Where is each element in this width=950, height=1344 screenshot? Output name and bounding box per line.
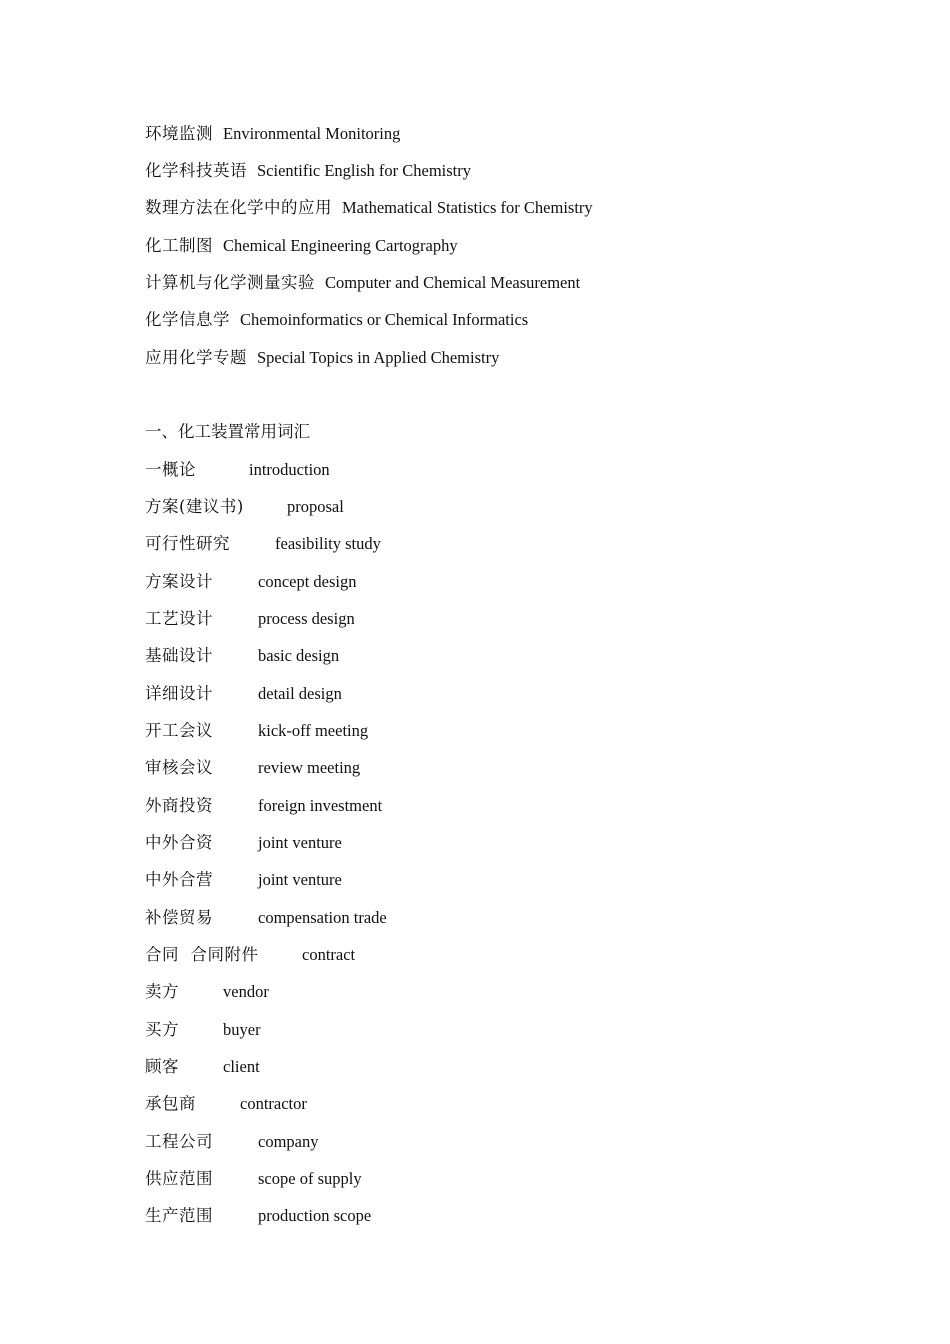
course-en: Scientific English for Chemistry <box>257 161 472 180</box>
course-en: Computer and Chemical Measurement <box>325 273 581 292</box>
term-en: review meeting <box>258 758 361 777</box>
term-line <box>145 644 340 668</box>
term-zh: 工程公司 <box>145 1132 213 1151</box>
term-line <box>145 1204 372 1228</box>
course-line <box>145 122 400 146</box>
term-zh: 顾客 <box>145 1057 179 1076</box>
term-en: vendor <box>223 982 269 1001</box>
term-line <box>145 1092 307 1116</box>
term-zh: 合同 合同附件 <box>145 945 259 964</box>
term-line <box>145 682 342 706</box>
course-zh: 化学科技英语 <box>145 161 247 180</box>
term-line <box>145 1167 362 1191</box>
term-zh: 中外合资 <box>145 833 213 852</box>
course-en: Chemical Engineering Cartography <box>223 236 458 255</box>
course-zh: 应用化学专题 <box>145 348 247 367</box>
term-line <box>145 943 356 967</box>
term-zh: 工艺设计 <box>145 609 213 628</box>
term-en: buyer <box>223 1020 261 1039</box>
term-line <box>145 906 387 930</box>
term-line <box>145 495 344 519</box>
term-en: scope of supply <box>258 1169 362 1188</box>
course-zh: 数理方法在化学中的应用 <box>145 198 332 217</box>
term-en: introduction <box>249 460 330 479</box>
term-en: basic design <box>258 646 340 665</box>
term-line <box>145 1130 319 1154</box>
course-en: Chemoinformatics or Chemical Informatics <box>240 310 529 329</box>
term-en: process design <box>258 609 355 628</box>
term-en: contractor <box>240 1094 307 1113</box>
term-en: foreign investment <box>258 796 383 815</box>
term-zh: 方案(建议书) <box>145 497 244 516</box>
term-line <box>145 1018 261 1042</box>
term-zh: 承包商 <box>145 1094 196 1113</box>
course-line <box>145 346 499 370</box>
term-line <box>145 1055 260 1079</box>
course-line <box>145 196 593 220</box>
course-line <box>145 308 528 332</box>
term-en: joint venture <box>258 833 342 852</box>
term-line <box>145 756 361 780</box>
term-line <box>145 868 342 892</box>
term-line <box>145 570 357 594</box>
course-en: Special Topics in Applied Chemistry <box>257 348 500 367</box>
term-zh: 基础设计 <box>145 646 213 665</box>
term-zh: 可行性研究 <box>145 534 230 553</box>
term-en: concept design <box>258 572 357 591</box>
term-en: proposal <box>287 497 344 516</box>
term-line <box>145 980 269 1004</box>
term-zh: 详细设计 <box>145 684 213 703</box>
term-line <box>145 532 381 556</box>
term-zh: 供应范围 <box>145 1169 213 1188</box>
course-zh: 化工制图 <box>145 236 213 255</box>
term-zh: 方案设计 <box>145 572 213 591</box>
section-heading: 一、化工装置常用词汇 <box>145 422 310 441</box>
course-zh: 化学信息学 <box>145 310 230 329</box>
course-line <box>145 234 458 258</box>
term-en: company <box>258 1132 319 1151</box>
term-zh: 中外合营 <box>145 870 213 889</box>
term-zh: 外商投资 <box>145 796 213 815</box>
term-en: production scope <box>258 1206 372 1225</box>
term-zh: 买方 <box>145 1020 179 1039</box>
term-en: kick-off meeting <box>258 721 369 740</box>
term-en: detail design <box>258 684 342 703</box>
term-en: joint venture <box>258 870 342 889</box>
term-line <box>145 831 342 855</box>
term-line <box>145 607 355 631</box>
term-line <box>145 719 369 743</box>
term-zh: 卖方 <box>145 982 179 1001</box>
course-zh: 计算机与化学测量实验 <box>145 273 315 292</box>
course-zh: 环境监测 <box>145 124 213 143</box>
term-zh: 生产范围 <box>145 1206 213 1225</box>
term-zh: 一概论 <box>145 460 196 479</box>
term-zh: 补偿贸易 <box>145 908 213 927</box>
term-line <box>145 458 330 482</box>
term-en: compensation trade <box>258 908 387 927</box>
course-line <box>145 271 580 295</box>
term-en: feasibility study <box>275 534 381 553</box>
term-zh: 审核会议 <box>145 758 213 777</box>
term-line <box>145 794 383 818</box>
course-en: Mathematical Statistics for Chemistry <box>342 198 593 217</box>
term-zh: 开工会议 <box>145 721 213 740</box>
course-line <box>145 159 471 183</box>
course-en: Environmental Monitoring <box>223 124 401 143</box>
term-en: contract <box>302 945 356 964</box>
term-en: client <box>223 1057 260 1076</box>
